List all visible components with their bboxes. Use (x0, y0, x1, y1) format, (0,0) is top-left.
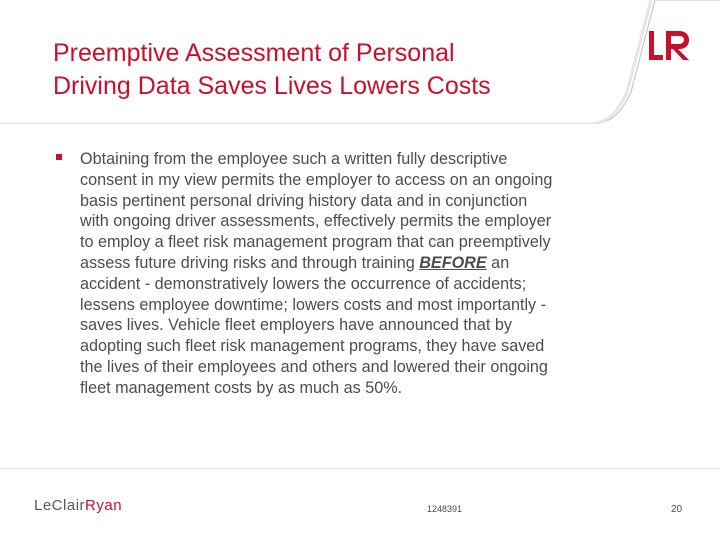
lr-monogram-icon (648, 30, 690, 62)
bullet-line-11: the lives of their employees and others and lowered their ongoing (80, 357, 548, 376)
document-number: 1248391 (427, 504, 463, 514)
bullet-line-4: with ongoing driver assessments, effectively permits the employer (80, 212, 552, 231)
square-bullet-icon (56, 154, 62, 160)
title-line-2: Driving Data Saves Lives Lowers Costs (53, 72, 491, 100)
bullet-list (56, 149, 668, 399)
brand-name-main: LeClair (34, 497, 86, 514)
bullet-line-12: fleet management costs by as much as 50%. (80, 378, 403, 397)
footer-divider (0, 468, 720, 469)
bullet-line-3: basis pertinent personal driving history data and in conjunction (80, 191, 528, 210)
slide-title (53, 37, 633, 103)
emphasis-before: BEFORE (419, 253, 487, 272)
page-number: 20 (671, 504, 683, 515)
title-line-1: Preemptive Assessment of Personal (53, 39, 455, 67)
bullet-line-5: to employ a fleet risk management program that can preemptively (80, 233, 551, 252)
bullet-line-6-start: assess future driving risks and through training (80, 253, 420, 272)
bullet-line-8: lessens employee downtime; lowers costs and most importantly - (80, 295, 547, 314)
bullet-line-7: accident - demonstratively lowers the occurrence of accidents; (80, 274, 527, 293)
brand-name-accent: Ryan (85, 497, 123, 514)
bullet-line-10: adopting such fleet risk management programs, they have saved (80, 337, 545, 356)
title-banner (0, 0, 720, 124)
bullet-line-9: saves lives. Vehicle fleet employers have announced that by (80, 316, 512, 335)
bullet-line-6-end: an (486, 253, 510, 272)
brand-logo (34, 497, 122, 514)
bullet-line-1: Obtaining from the employee such a written fully descriptive (80, 150, 508, 168)
bullet-paragraph (80, 149, 670, 399)
bullet-line-6 (80, 253, 670, 274)
bullet-line-2: consent in my view permits the employer to access on an ongoing (80, 170, 553, 189)
